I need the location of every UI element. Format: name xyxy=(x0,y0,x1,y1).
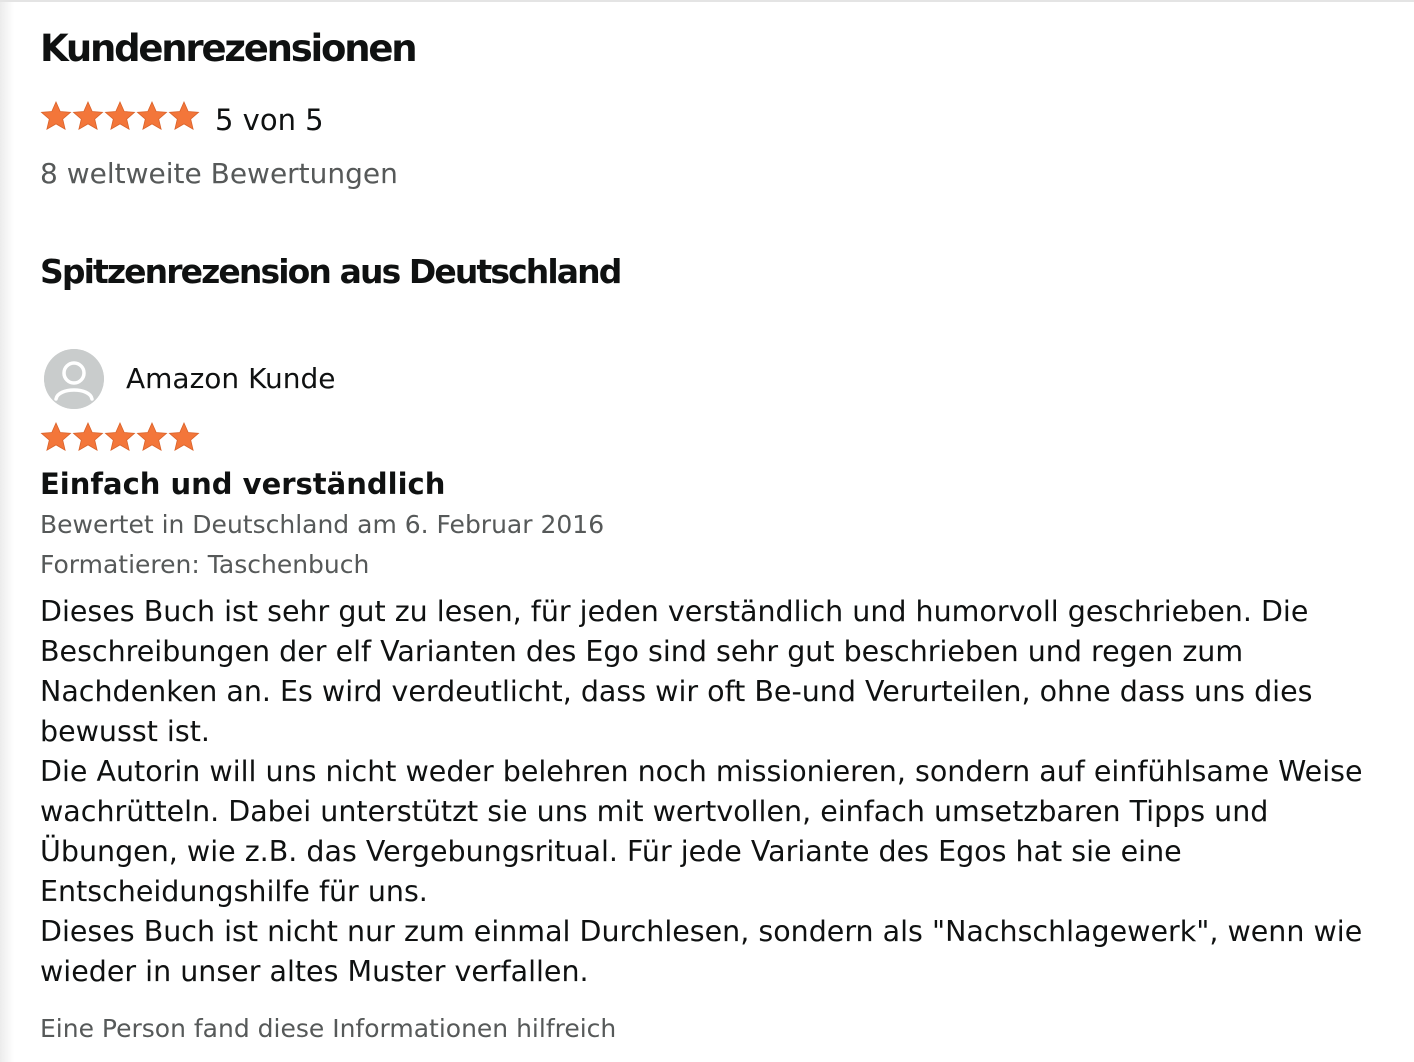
review-body xyxy=(40,592,1410,992)
star-icon xyxy=(72,100,104,132)
review-body-line: wieder in unser altes Muster verfallen. xyxy=(40,955,589,988)
ratings-count: 8 weltweite Bewertungen xyxy=(40,157,398,190)
review-body-line: Dieses Buch ist sehr gut zu lesen, für jeden verständlich und humorvoll geschrieben. Die xyxy=(40,595,1309,628)
review-body-line: Nachdenken an. Es wird verdeutlicht, dass wir oft Be-und Verurteilen, ohne dass uns dies xyxy=(40,675,1313,708)
review-body-line: Entscheidungshilfe für uns. xyxy=(40,875,428,908)
review-format[interactable]: Formatieren: Taschenbuch xyxy=(40,550,370,579)
review-title[interactable]: Einfach und verständlich xyxy=(40,467,446,501)
section-title: Kundenrezensionen xyxy=(40,27,416,70)
review-body-line: Beschreibungen der elf Varianten des Ego sind sehr gut beschrieben und regen zum xyxy=(40,635,1244,668)
review-body-line: Dieses Buch ist nicht nur zum einmal Durchlesen, sondern als "Nachschlagewerk", wenn wie xyxy=(40,915,1363,948)
review-date: Bewertet in Deutschland am 6. Februar 2016 xyxy=(40,510,605,539)
review-body-line: bewusst ist. xyxy=(40,715,210,748)
review-stars[interactable] xyxy=(40,421,200,453)
star-icon xyxy=(136,100,168,132)
review-body-line: Übungen, wie z.B. das Vergebungsritual. Für jede Variante des Egos hat sie eine xyxy=(40,835,1182,868)
star-icon xyxy=(104,100,136,132)
overall-rating-text[interactable]: 5 von 5 xyxy=(215,103,324,137)
overall-rating[interactable] xyxy=(40,100,200,132)
star-icon xyxy=(168,100,200,132)
overall-stars xyxy=(40,100,200,132)
star-icon xyxy=(40,421,72,453)
left-edge-shadow xyxy=(0,0,14,1062)
helpful-count: Eine Person fand diese Informationen hilfreich xyxy=(40,1014,617,1043)
star-icon xyxy=(40,100,72,132)
star-icon xyxy=(72,421,104,453)
top-review-heading: Spitzenrezension aus Deutschland xyxy=(40,252,621,291)
reviewer-name[interactable]: Amazon Kunde xyxy=(126,362,336,395)
user-avatar-icon xyxy=(44,349,104,409)
top-divider xyxy=(0,0,1414,2)
star-icon xyxy=(104,421,136,453)
review-body-line: Die Autorin will uns nicht weder belehren noch missionieren, sondern auf einfühlsame Weise xyxy=(40,755,1363,788)
review-body-line: wachrütteln. Dabei unterstützt sie uns mit wertvollen, einfach umsetzbaren Tipps und xyxy=(40,795,1269,828)
star-icon xyxy=(168,421,200,453)
star-icon xyxy=(136,421,168,453)
